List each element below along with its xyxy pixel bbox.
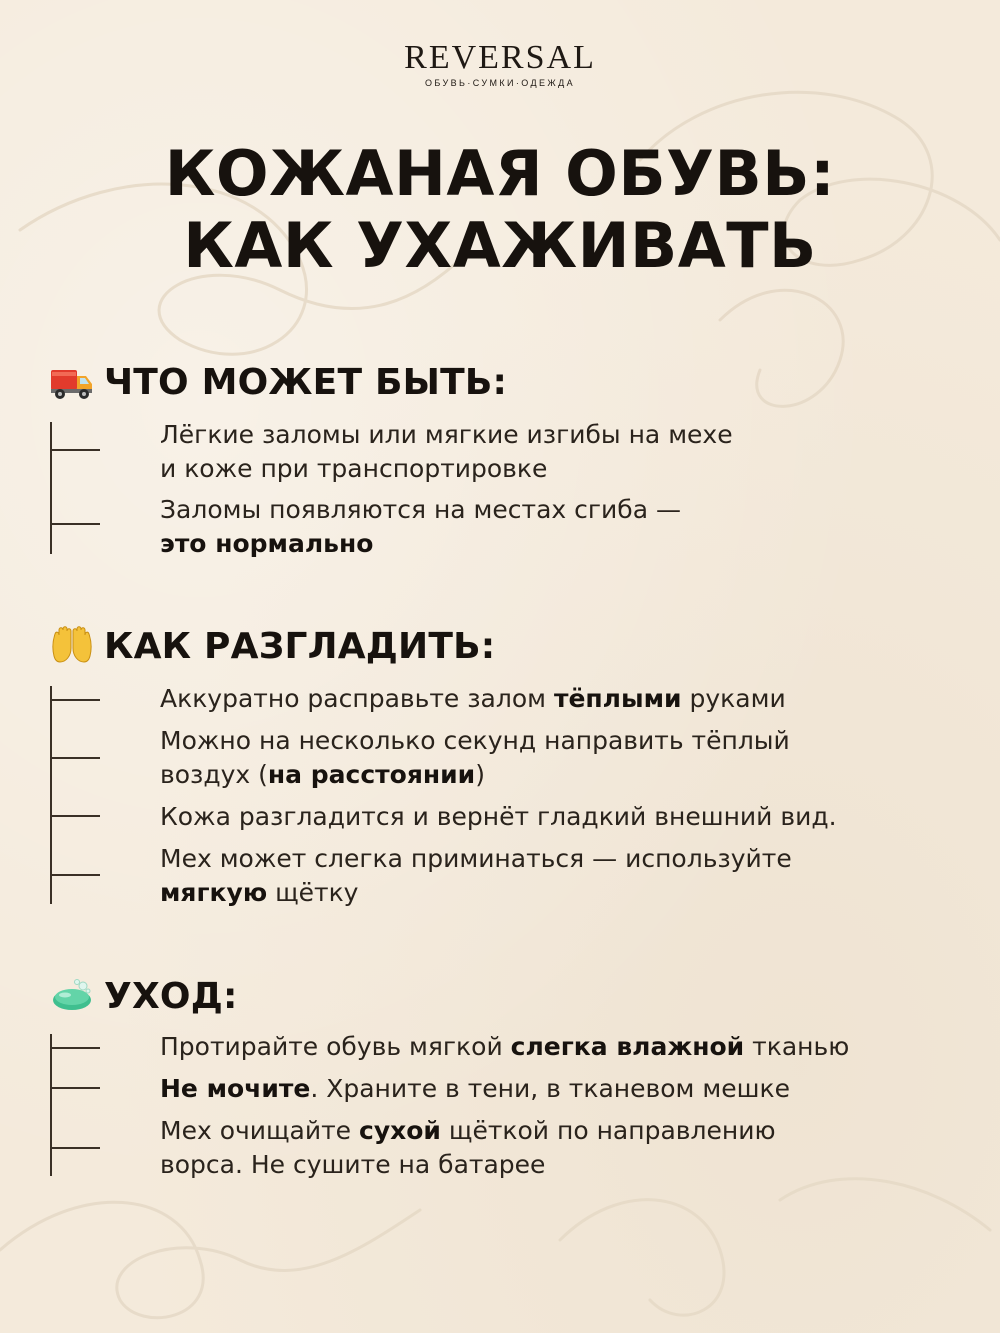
tree-branch xyxy=(52,1147,100,1149)
brand-logo: REVERSAL xyxy=(404,39,596,76)
title-line-1: КОЖАНАЯ ОБУВЬ: xyxy=(164,137,836,210)
text: Заломы появляются на местах сгиба — xyxy=(160,495,681,524)
tree-branch xyxy=(52,757,100,759)
list-item-line xyxy=(160,418,990,452)
tree-branch xyxy=(52,1047,100,1049)
list-item-line xyxy=(160,527,990,561)
list-item xyxy=(160,682,990,716)
text: Можно на несколько секунд направить тёплый xyxy=(160,726,790,755)
list-item-line xyxy=(160,1030,990,1064)
section-heading xyxy=(50,974,980,1018)
tree-branch xyxy=(52,699,100,701)
list-item xyxy=(160,800,990,834)
section-care xyxy=(50,974,980,1018)
bullet-tree xyxy=(50,1034,52,1176)
bullet-tree xyxy=(50,422,52,554)
bold-text: слегка влажной xyxy=(510,1032,745,1061)
section-how-to-smooth xyxy=(50,624,980,668)
delivery-truck-icon xyxy=(50,362,94,402)
brand-header xyxy=(0,40,1000,88)
brand-tagline: ОБУВЬ·СУМКИ·ОДЕЖДА xyxy=(425,78,575,88)
title-line-2: КАК УХАЖИВАТЬ xyxy=(183,209,817,282)
bold-text: мягкую xyxy=(160,878,268,907)
list-item xyxy=(160,1114,990,1182)
text: щёткой по направлению xyxy=(440,1116,776,1145)
text: ворса. Не сушите на батарее xyxy=(160,1150,546,1179)
list-item-line xyxy=(160,682,990,716)
tree-branch xyxy=(52,874,100,876)
list-item xyxy=(160,1072,990,1106)
list-item-line xyxy=(160,800,990,834)
list-item-line xyxy=(160,1072,990,1106)
list-item xyxy=(160,493,990,561)
list-item xyxy=(160,418,990,486)
section-heading xyxy=(50,624,980,668)
list-item-line xyxy=(160,842,990,876)
soap-icon xyxy=(50,976,94,1016)
bullet-tree xyxy=(50,686,52,904)
text: щётку xyxy=(267,878,359,907)
bold-text: это нормально xyxy=(160,529,374,558)
list-item-line xyxy=(160,724,990,758)
bold-text: тёплыми xyxy=(553,684,682,713)
open-hands-icon xyxy=(50,626,94,666)
section-heading xyxy=(50,360,980,404)
text: руками xyxy=(681,684,786,713)
text: . Храните в тени, в тканевом мешке xyxy=(310,1074,790,1103)
text: ) xyxy=(475,760,485,789)
tree-branch xyxy=(52,1087,100,1089)
section-title: КАК РАЗГЛАДИТЬ: xyxy=(104,625,496,667)
section-title: УХОД: xyxy=(104,975,238,1017)
list-item xyxy=(160,842,990,910)
text: тканью xyxy=(744,1032,850,1061)
text: Мех очищайте xyxy=(160,1116,360,1145)
section-title: ЧТО МОЖЕТ БЫТЬ: xyxy=(104,361,508,403)
text: Аккуратно расправьте залом xyxy=(160,684,554,713)
list-item-line xyxy=(160,452,990,486)
tree-branch xyxy=(52,815,100,817)
text: Лёгкие заломы или мягкие изгибы на мехе xyxy=(160,420,733,449)
tree-branch xyxy=(52,523,100,525)
text: воздух ( xyxy=(160,760,268,789)
list-item xyxy=(160,1030,990,1064)
text: Протирайте обувь мягкой xyxy=(160,1032,511,1061)
tree-branch xyxy=(52,449,100,451)
list-item xyxy=(160,724,990,792)
text: Кожа разгладится и вернёт гладкий внешний вид. xyxy=(160,802,837,831)
text: и коже при транспортировке xyxy=(160,454,548,483)
bold-text: Не мочите xyxy=(160,1074,311,1103)
list-item-line xyxy=(160,876,990,910)
list-item-line xyxy=(160,493,990,527)
list-item-line xyxy=(160,1148,990,1182)
text: Мех может слегка приминаться — используйте xyxy=(160,844,792,873)
page-title xyxy=(0,138,1000,282)
list-item-line xyxy=(160,1114,990,1148)
bold-text: на расстоянии xyxy=(267,760,476,789)
section-what-can-happen xyxy=(50,360,980,404)
bold-text: сухой xyxy=(359,1116,441,1145)
list-item-line xyxy=(160,758,990,792)
